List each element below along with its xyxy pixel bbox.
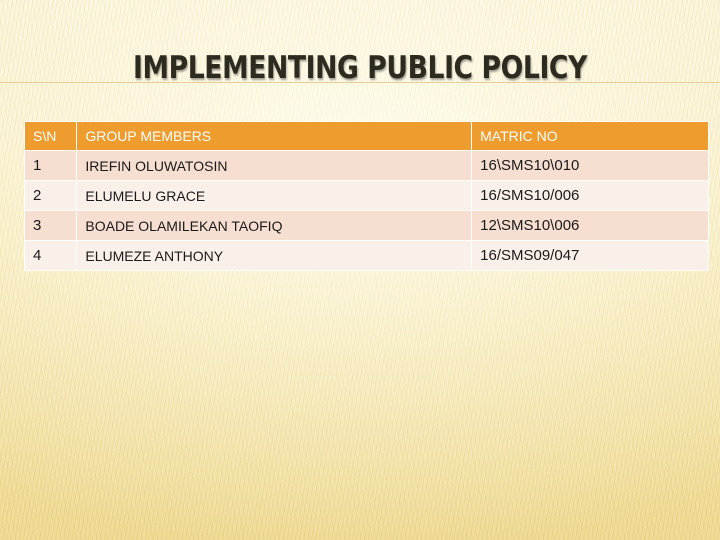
cell-sn: 4 [25, 241, 77, 271]
table-row [25, 241, 709, 271]
header-sn: S\N [25, 122, 77, 151]
cell-matric-no: 16/SMS10/006 [472, 181, 709, 211]
cell-member-name: IREFIN OLUWATOSIN [77, 151, 472, 181]
header-matric-no: MATRIC NO [472, 122, 709, 151]
table-row [25, 211, 709, 241]
slide-title: IMPLEMENTING PUBLIC POLICY [133, 50, 587, 86]
cell-sn: 3 [25, 211, 77, 241]
cell-member-name: ELUMELU GRACE [77, 181, 472, 211]
table-row [25, 181, 709, 211]
cell-matric-no: 12\SMS10\006 [472, 211, 709, 241]
table-header-row [25, 122, 709, 151]
cell-sn: 1 [25, 151, 77, 181]
cell-matric-no: 16/SMS09/047 [472, 241, 709, 271]
cell-sn: 2 [25, 181, 77, 211]
group-members-table [24, 121, 709, 271]
header-group-members: GROUP MEMBERS [77, 122, 472, 151]
table-row [25, 151, 709, 181]
cell-member-name: BOADE OLAMILEKAN TAOFIQ [77, 211, 472, 241]
cell-matric-no: 16\SMS10\010 [472, 151, 709, 181]
cell-member-name: ELUMEZE ANTHONY [77, 241, 472, 271]
